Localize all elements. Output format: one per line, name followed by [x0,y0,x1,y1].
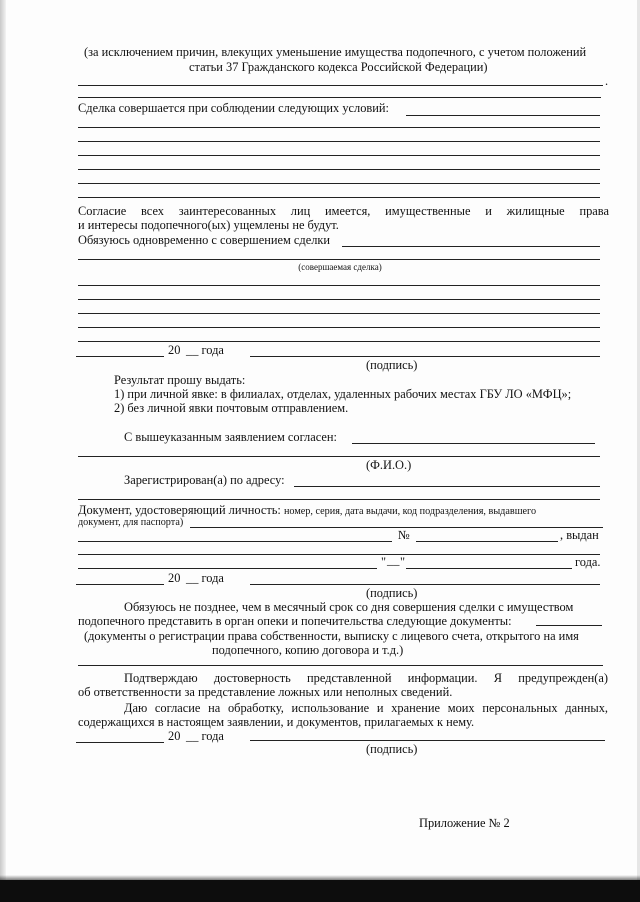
docs-line-3: (документы о регистрации права собственности, выписку с лицевого счета, открытого на имя [84,629,579,643]
blank-line[interactable] [78,127,600,128]
blank-line[interactable] [78,197,600,198]
year-suffix: __ года [186,729,224,743]
confirm-line-2: об ответственности за представление ложных или неполных сведений. [78,685,453,699]
blank-line[interactable] [78,259,600,260]
signature-caption: (подпись) [366,742,418,756]
issued-by-input-2[interactable] [78,568,377,569]
header-line-2: статьи 37 Гражданского кодекса Российской Федерации) [189,60,488,74]
result-title: Результат прошу выдать: [114,373,246,387]
blank-line[interactable] [78,85,603,86]
result-option-1[interactable]: 1) при личной явке: в филиалах, отделах, удаленных рабочих местах ГБУ ЛО «МФЦ»; [114,387,572,401]
identity-label [78,503,536,518]
address-label: Зарегистрирован(а) по адресу: [124,473,285,487]
blank-line[interactable] [78,341,600,342]
blank-line[interactable] [78,665,603,666]
fio-input[interactable] [78,456,600,457]
blank-line[interactable] [78,327,600,328]
blank-line[interactable] [78,499,600,500]
signature-caption: (подпись) [366,586,418,600]
confirm-line-4: содержащихся в настоящем заявлении, и документов, прилагаемых к нему. [78,715,475,729]
blank-line[interactable] [78,313,600,314]
issued-by-input[interactable] [78,554,600,555]
issued-label: , выдан [560,528,599,542]
day-blank[interactable]: __ [387,553,400,567]
conditions-input[interactable] [406,115,600,116]
year-prefix: 20 [168,343,181,357]
deal-input[interactable] [342,246,600,247]
blank-line[interactable] [78,169,600,170]
address-input[interactable] [294,486,600,487]
day-month-input[interactable] [76,584,164,585]
identity-hint-1: номер, серия, дата выдачи, код подразделения, выдавшего [283,506,537,517]
obligation-label: Обязуюсь одновременно с совершением сделки [78,233,331,247]
signature-input[interactable] [250,584,600,585]
issue-date-input[interactable] [406,568,572,569]
blank-line[interactable] [78,141,600,142]
confirm-line-1: Подтверждаю достоверность представленной информации. Я предупрежден(а) [124,671,608,685]
consent-line-1: Согласие всех заинтересованных лиц имеется, имущественные и жилищные права [78,204,609,218]
day-month-input[interactable] [76,742,164,743]
series-input[interactable] [78,541,392,542]
header-line-1: (за исключением причин, влекущих уменьшение имущества подопечного, с учетом положений [84,45,587,59]
year-suffix: __ года [186,343,224,357]
docs-line-2: подопечного представить в орган опеки и попечительства следующие документы: [78,614,512,628]
number-sign: № [398,528,410,542]
fio-caption: (Ф.И.О.) [366,458,412,472]
blank-line[interactable] [78,97,601,98]
blank-line[interactable] [78,155,600,156]
number-input[interactable] [416,541,558,542]
year-suffix: __ года [186,571,224,585]
quote-open: " [381,555,387,569]
docs-input[interactable] [536,625,602,626]
agreement-input[interactable] [352,443,595,444]
conditions-label: Сделка совершается при соблюдении следующих условий: [78,101,389,115]
signature-caption: (подпись) [366,358,418,372]
period-mark: . [605,74,609,88]
scan-edge-left [0,0,6,902]
identity-input[interactable] [190,527,603,528]
docs-line-4: подопечного, копию договора и т.д.) [212,643,404,657]
day-month-input[interactable] [76,356,164,357]
identity-hint-2: документ, для паспорта) [78,517,184,528]
consent-line-2: и интересы подопечного(ых) ущемлены не будут. [78,218,339,232]
docs-line-1: Обязуюсь не позднее, чем в месячный срок со дня совершения сделки с имуществом [124,600,574,614]
blank-line[interactable] [78,183,600,184]
blank-line[interactable] [78,285,600,286]
appendix-label: Приложение № 2 [419,816,510,830]
result-option-2[interactable]: 2) без личной явки почтовым отправлением. [114,401,349,415]
scan-bottom-band [0,880,640,902]
year-prefix: 20 [168,729,181,743]
blank-line[interactable] [78,299,600,300]
signature-input[interactable] [250,356,600,357]
identity-label-text: Документ, удостоверяющий личность: [78,503,281,517]
confirm-line-3: Даю согласие на обработку, использование и хранение моих персональных данных, [124,701,608,715]
year-prefix: 20 [168,571,181,585]
deal-caption: (совершаемая сделка) [298,262,382,272]
year-word: года. [575,555,601,569]
quote-close: " [400,555,406,569]
agreement-label: С вышеуказанным заявлением согласен: [124,430,337,444]
signature-input[interactable] [250,740,605,741]
